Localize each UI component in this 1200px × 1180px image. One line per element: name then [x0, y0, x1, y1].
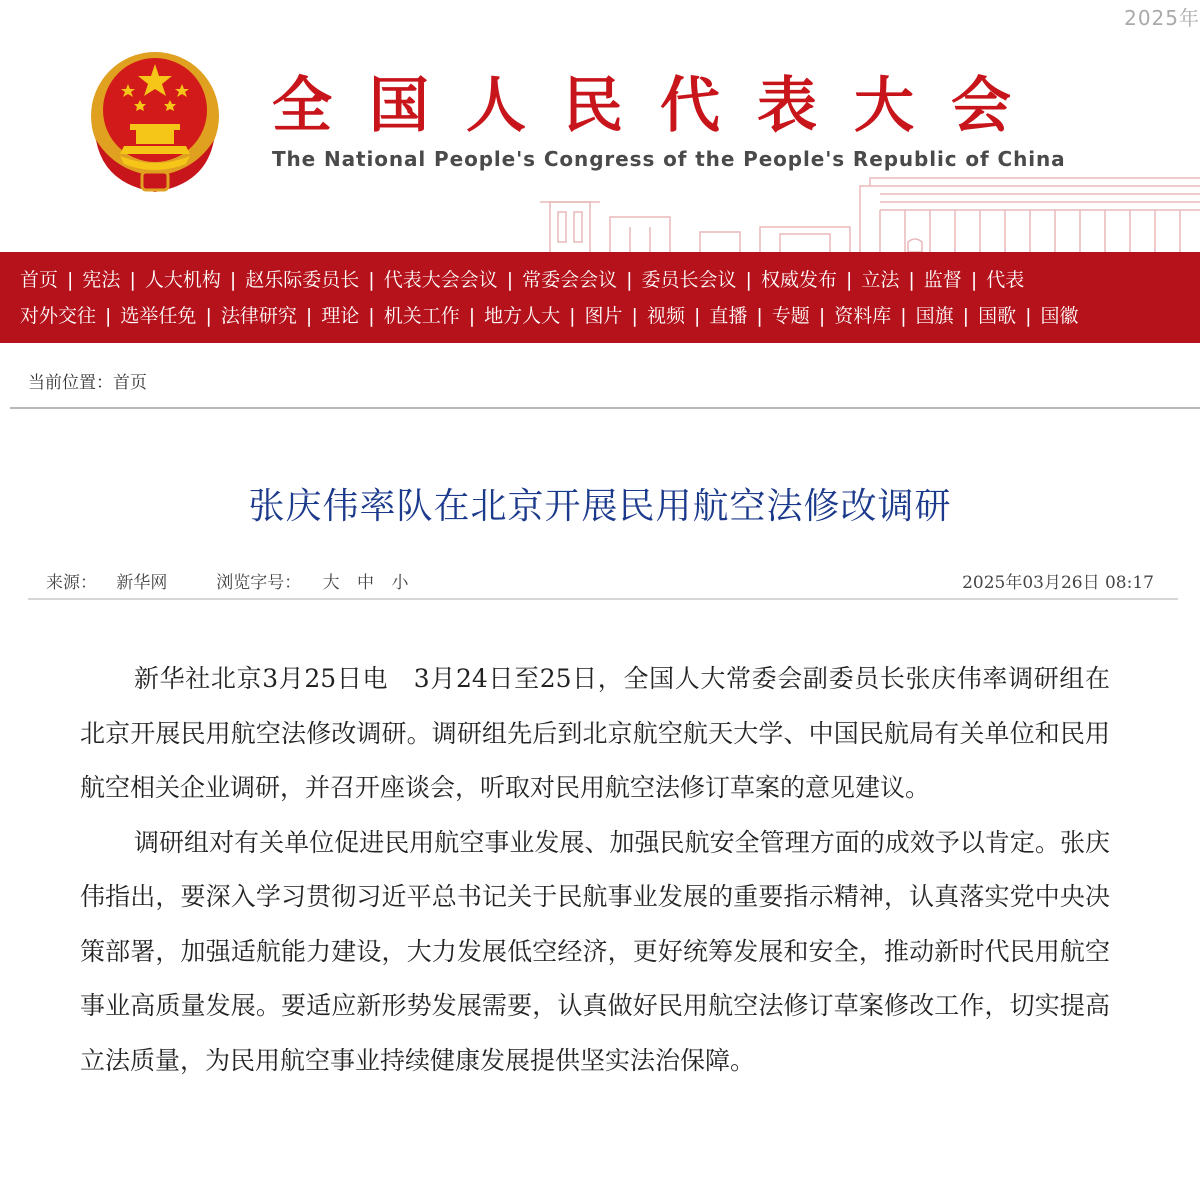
- nav-item-official-releases[interactable]: 权威发布: [760, 269, 837, 291]
- nav-item-topics[interactable]: 专题: [771, 305, 810, 327]
- nav-item-standing-committee-sessions[interactable]: 常委会会议: [522, 269, 618, 291]
- nav-row-2: [20, 298, 1079, 334]
- site-subtitle: The National People's Congress of the People's Republic of China: [272, 147, 1066, 171]
- nav-item-deputies[interactable]: 代表: [986, 269, 1025, 291]
- site-header: [0, 0, 1200, 252]
- great-hall-illustration: [520, 172, 1200, 252]
- nav-item-live[interactable]: 直播: [709, 305, 748, 327]
- nav-item-institutions[interactable]: 人大机构: [144, 269, 221, 291]
- nav-separator: |: [745, 269, 752, 291]
- nav-separator: |: [962, 305, 970, 327]
- main-nav: [0, 252, 1200, 343]
- nav-item-elections[interactable]: 选举任免: [120, 305, 197, 327]
- nav-separator: |: [970, 269, 978, 291]
- top-date: 2025年: [1124, 6, 1200, 30]
- article-paragraph: 调研组对有关单位促进民用航空事业发展、加强民航安全管理方面的成效予以肯定。张庆伟指出，要深入学习贯彻习近平总书记关于民航事业发展的重要指示精神，认真落实党中央决策部署，加强适航能力建设，大力发展低空经济，更好统筹发展和安全，推动新时代民用航空事业高质量发展。要适应新形势发展需要，认真做好民用航空法修订草案修改工作，切实提高立法质量，为民用航空事业持续健康发展提供坚实法治保障。: [80, 827, 1110, 1075]
- breadcrumb-divider: [10, 407, 1200, 409]
- nav-separator: |: [205, 305, 212, 327]
- nav-separator: |: [105, 305, 112, 327]
- nav-item-office-work[interactable]: 机关工作: [383, 305, 460, 327]
- meta-left: [46, 568, 414, 593]
- nav-item-video[interactable]: 视频: [646, 305, 685, 327]
- nav-item-supervision[interactable]: 监督: [923, 269, 962, 291]
- nav-item-chairmen-council[interactable]: 委员长会议: [641, 269, 737, 291]
- nav-item-pictures[interactable]: 图片: [584, 305, 623, 327]
- article-title: 张庆伟率队在北京开展民用航空法修改调研: [248, 486, 952, 527]
- nav-separator: |: [626, 269, 633, 291]
- font-size-small-button[interactable]: 小: [391, 573, 409, 593]
- nav-item-national-anthem[interactable]: 国歌: [978, 305, 1017, 327]
- nav-separator: |: [129, 269, 136, 291]
- site-title: 全国人民代表大会: [272, 71, 1048, 141]
- nav-separator: |: [67, 269, 74, 291]
- nav-separator: |: [908, 269, 915, 291]
- nav-item-home[interactable]: 首页: [20, 269, 59, 291]
- nav-item-local-congress[interactable]: 地方人大: [484, 305, 561, 327]
- nav-separator: |: [818, 305, 826, 327]
- nav-separator: |: [1025, 305, 1032, 327]
- nav-item-national-flag[interactable]: 国旗: [915, 305, 954, 327]
- nav-item-congress-sessions[interactable]: 代表大会会议: [383, 269, 498, 291]
- nav-item-legislation[interactable]: 立法: [861, 269, 900, 291]
- nav-item-national-emblem[interactable]: 国徽: [1040, 305, 1079, 327]
- nav-row-1: [20, 262, 1024, 298]
- article-body: [80, 652, 1110, 1088]
- nav-separator: |: [569, 305, 576, 327]
- nav-separator: |: [900, 305, 907, 327]
- article-meta: [28, 560, 1178, 600]
- nav-item-foreign-affairs[interactable]: 对外交往: [20, 305, 97, 327]
- nav-item-constitution[interactable]: 宪法: [82, 269, 121, 291]
- nav-separator: |: [468, 305, 476, 327]
- nav-separator: |: [631, 305, 638, 327]
- font-size-large-button[interactable]: 大: [322, 573, 340, 593]
- nav-separator: |: [368, 269, 375, 291]
- nav-item-database[interactable]: 资料库: [834, 305, 892, 327]
- source-value: 新华网: [116, 573, 168, 593]
- nav-separator: |: [368, 305, 375, 327]
- breadcrumb[interactable]: 当前位置：首页: [28, 373, 147, 393]
- nav-separator: |: [756, 305, 763, 327]
- nav-separator: |: [845, 269, 853, 291]
- font-size-medium-button[interactable]: 中: [357, 573, 375, 593]
- nav-item-legal-research[interactable]: 法律研究: [220, 305, 297, 327]
- nav-item-chairman[interactable]: 赵乐际委员长: [245, 269, 360, 291]
- source-label: 来源：: [46, 573, 97, 593]
- nav-separator: |: [693, 305, 701, 327]
- nav-separator: |: [305, 305, 313, 327]
- article-paragraph: 新华社北京3月25日电 3月24日至25日，全国人大常委会副委员长张庆伟率调研组在北京开展民用航空法修改调研。调研组先后到北京航空航天大学、中国民航局有关单位和民用航空相关企业调研，并召开座谈会，听取对民用航空法修订草案的意见建议。: [80, 664, 1110, 802]
- nav-separator: |: [506, 269, 514, 291]
- publish-datetime: 2025年03月26日 08:17: [962, 573, 1154, 593]
- font-size-label: 浏览字号：: [216, 573, 302, 593]
- national-emblem-icon: [84, 44, 226, 196]
- nav-item-theory[interactable]: 理论: [321, 305, 360, 327]
- nav-separator: |: [229, 269, 237, 291]
